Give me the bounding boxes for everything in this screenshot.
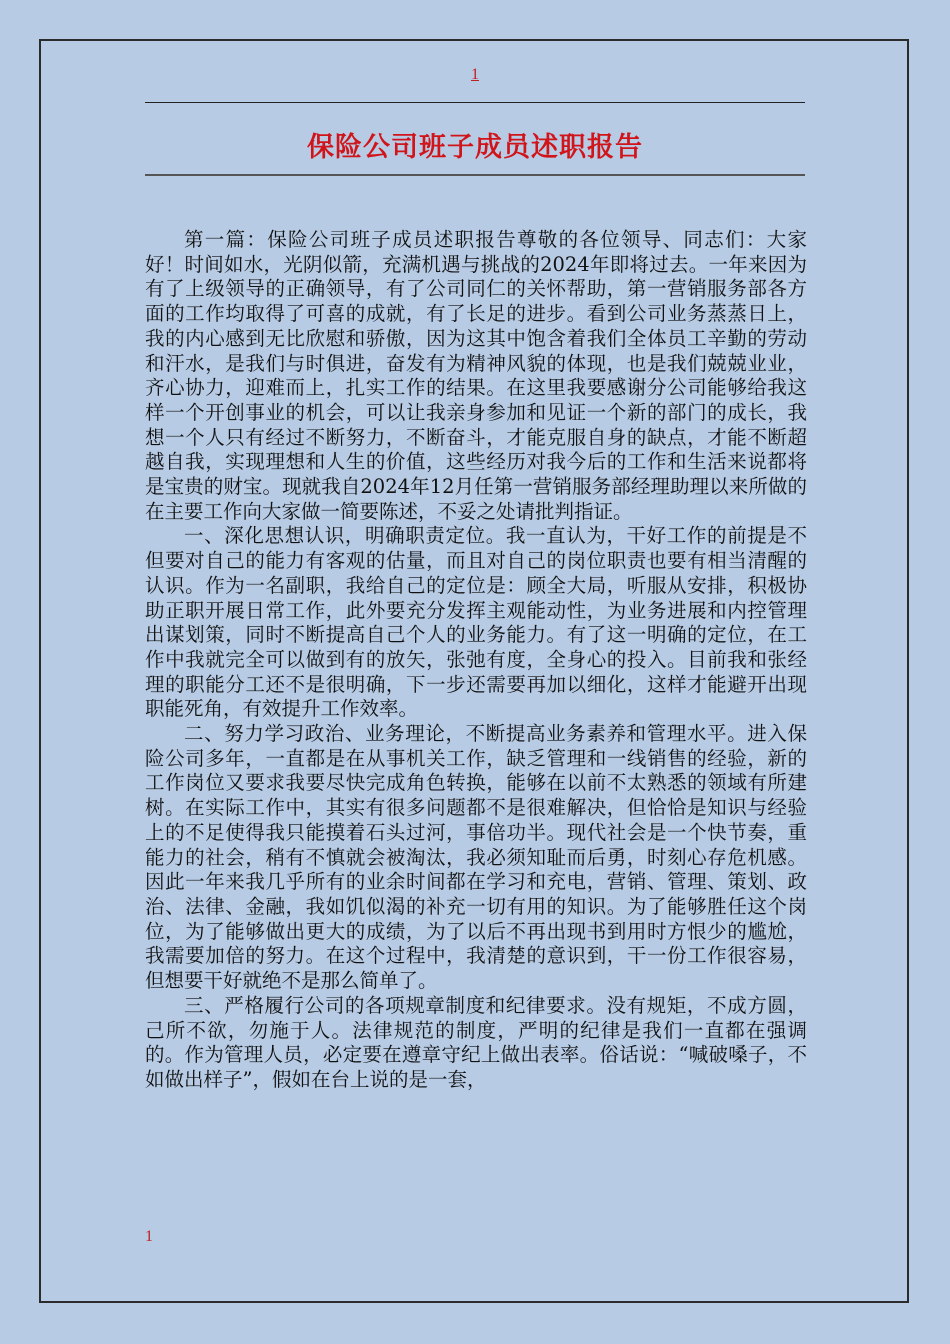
document-body: [145, 228, 807, 1093]
paragraph-intro: 第一篇：保险公司班子成员述职报告尊敬的各位领导、同志们：大家好！时间如水，光阴似箭，充满机遇与挑战的2024年即将过去。一年来因为有了上级领导的正确领导，有了公司同仁的关怀帮助，第一营销服务部各方面的工作均取得了可喜的成就，有了长足的进步。看到公司业务蒸蒸日上，我的内心感到无比欣慰和骄傲，因为这其中饱含着我们全体员工辛勤的劳动和汗水，是我们与时俱进，奋发有为精神风貌的体现，也是我们兢兢业业，齐心协力，迎难而上，扎实工作的结果。在这里我要感谢分公司能够给我这样一个开创事业的机会，可以让我亲身参加和见证一个新的部门的成长，我想一个人只有经过不断努力，不断奋斗，才能克服自身的缺点，才能不断超越自我，实现理想和人生的价值，这些经历对我今后的工作和生活来说都将是宝贵的财宝。现就我自2024年12月任第一营销服务部经理助理以来所做的在主要工作向大家做一简要陈述，不妥之处请批判指证。: [145, 228, 807, 523]
paragraph-section-2: 二、努力学习政治、业务理论，不断提高业务素养和管理水平。进入保险公司多年，一直都是在从事机关工作，缺乏管理和一线销售的经验，新的工作岗位又要求我要尽快完成角色转换，能够在以前不太熟悉的领域有所建树。在实际工作中，其实有很多问题都不是很难解决，但恰恰是知识与经验上的不足使得我只能摸着石头过河，事倍功半。现代社会是一个快节奏，重能力的社会，稍有不慎就会被淘汰，我必须知耻而后勇，时刻心存危机感。因此一年来我几乎所有的业余时间都在学习和充电，营销、管理、策划、政治、法律、金融，我如饥似渴的补充一切有用的知识。为了能够胜任这个岗位，为了能够做出更大的成绩，为了以后不再出现书到用时方恨少的尴尬，我需要加倍的努力。在这个过程中，我清楚的意识到，干一份工作很容易，但想要干好就绝不是那么简单了。: [145, 722, 807, 993]
title-divider: [145, 174, 805, 176]
header-divider: [145, 102, 805, 103]
footer-page-number: 1: [145, 1228, 153, 1245]
header-page-number: 1: [471, 66, 479, 83]
paragraph-section-3: 三、严格履行公司的各项规章制度和纪律要求。没有规矩，不成方圆，己所不欲，勿施于人。法律规范的制度，严明的纪律是我们一直都在强调的。作为管理人员，必定要在遵章守纪上做出表率。俗话说：“喊破嗓子，不如做出样子”，假如在台上说的是一套，: [145, 993, 807, 1091]
document-title: 保险公司班子成员述职报告: [307, 132, 643, 163]
paragraph-section-1: 一、深化思想认识，明确职责定位。我一直认为，干好工作的前提是不但要对自己的能力有客观的估量，而且对自己的岗位职责也要有相当清醒的认识。作为一名副职，我给自己的定位是：顾全大局，听服从安排，积极协助正职开展日常工作，此外要充分发挥主观能动性，为业务进展和内控管理出谋划策，同时不断提高自己个人的业务能力。有了这一明确的定位，在工作中我就完全可以做到有的放矢，张弛有度，全身心的投入。目前我和张经理的职能分工还不是很明确，下一步还需要再加以细化，这样才能避开出现职能死角，有效提升工作效率。: [145, 524, 807, 721]
